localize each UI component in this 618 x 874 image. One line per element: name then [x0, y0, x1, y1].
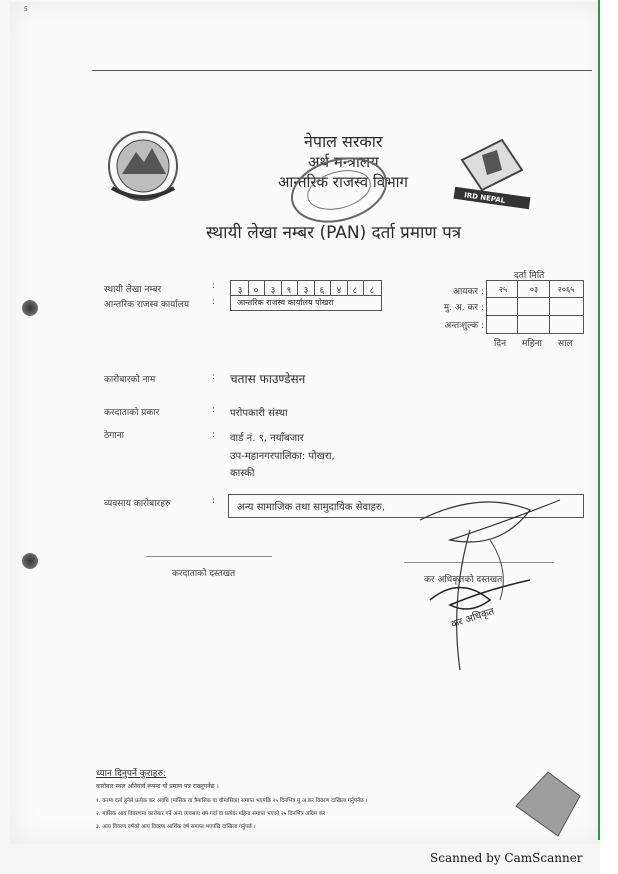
certificate-title: स्थायी लेखा नम्बर (PAN) दर्ता प्रमाण पत्र — [206, 223, 462, 243]
department-name: आन्तरिक राजस्व विभाग — [278, 173, 409, 191]
pan-digit: ० — [253, 286, 259, 296]
income-tax-year: २०६५ — [557, 285, 575, 294]
taxpayer-type-label: करदाताको प्रकार — [104, 408, 160, 418]
note-item: २. मासिक आय विवरणमा कारोबार गर्ने अन्य व्यवसाय थप गर्दा वा प्रत्येक महिना समाप्त भएको २५ दिनभित्र अग्रिम कर — [96, 811, 326, 817]
address-colon: : — [212, 430, 216, 440]
officer-signature-label: कर अधिकृतको दस्तखत — [424, 575, 503, 585]
pan-digit: ३ — [270, 286, 276, 296]
registration-date-table — [486, 280, 584, 334]
pan-digit: ६ — [319, 286, 325, 296]
taxpayer-type-colon: : — [212, 405, 216, 415]
pan-digit: ३ — [237, 286, 243, 296]
vat-label: मु. अ. कर : — [443, 303, 484, 313]
page-right-margin — [600, 0, 618, 874]
officer-stamp-text: कर अधिकृत — [449, 606, 496, 631]
punch-hole-top — [22, 300, 38, 316]
pan-digit: ४ — [336, 286, 342, 296]
notes-heading: ध्यान दिनुपर्ने कुराहरु: — [96, 769, 166, 779]
scanned-certificate-page — [10, 2, 606, 844]
taxpayer-signature-label: करदाताको दस्तखत — [172, 569, 236, 579]
top-rule — [92, 70, 592, 71]
taxpayer-type-value: परोपकारी संस्था — [230, 408, 288, 419]
punch-hole-bottom — [22, 553, 38, 569]
address-line: वार्ड नं. ९, नयाँबजार — [230, 433, 304, 444]
income-tax-month: ०३ — [529, 285, 539, 294]
address-line: कास्की — [230, 468, 255, 479]
office-box — [230, 295, 382, 311]
date-footer-day: दिन — [494, 339, 507, 349]
office-value: आन्तरिक राजस्व कार्यालय पोखरा — [237, 298, 334, 307]
business-label: व्यवसाय कारोबारहरु — [104, 499, 171, 509]
bottom-stamp — [508, 766, 588, 846]
camscanner-watermark: Scanned by CamScanner — [430, 851, 583, 865]
pan-digit: ८ — [369, 286, 375, 296]
pan-digit: ८ — [352, 286, 358, 296]
date-footer-month: महिना — [522, 339, 542, 349]
government-name: नेपाल सरकार — [304, 132, 383, 151]
firm-name-colon: : — [212, 372, 216, 382]
business-colon: : — [212, 496, 216, 506]
office-label: आन्तरिक राजस्व कार्यालय — [104, 300, 190, 310]
pan-digit: ३ — [303, 286, 309, 296]
nepal-emblem-logo — [104, 126, 182, 206]
ministry-name: अर्थ मन्त्रालय — [308, 153, 379, 171]
note-item: ३. आय विवरण वर्षको आय विवरण आर्थिक वर्ष समाप्त भएपछि दाखिला गर्नुपर्छ । — [96, 824, 256, 830]
excise-label: अन्तःशुल्क : — [444, 321, 484, 331]
officer-signature-scribble — [390, 480, 590, 680]
income-tax-label: आयकर : — [453, 287, 484, 297]
business-value: अन्य सामाजिक तथा सामुदायिक सेवाहरु, — [237, 502, 386, 513]
pan-number-box — [230, 280, 382, 296]
taxpayer-signature-line — [146, 556, 272, 557]
pan-label: स्थायी लेखा नम्बर — [104, 285, 162, 295]
office-colon: : — [212, 297, 216, 307]
income-tax-day: २५ — [498, 285, 508, 294]
firm-name-label: कारोबारको नाम — [104, 375, 156, 385]
date-footer-year: साल — [558, 339, 573, 349]
page-number: 5 — [24, 6, 28, 13]
address-line: उप-महानगरपालिका: पोखरा, — [230, 451, 335, 462]
pan-digit: ९ — [286, 286, 292, 296]
ird-logo-text: IRD NEPAL — [463, 191, 506, 205]
note-item: १. करमा दर्ता हुनेले प्रत्येक कर अवधि (मासिक वा त्रैमासिक वा चौमासिक) समाप्त भएपछि २५ दिनभित्र मु.अ.कर विवरण दाखिला गर्नुपर्नेछ । — [96, 798, 368, 804]
address-label: ठेगाना — [104, 431, 124, 441]
note-item: कारोबार स्थल अनिवार्य रूपमा यो प्रमाण पत्र राख्नुपर्नेछ । — [96, 783, 219, 790]
firm-name-value: चतास फाउण्डेसन — [230, 372, 306, 386]
pan-colon: : — [212, 281, 216, 291]
registration-date-heading: दर्ता मिति — [514, 271, 545, 281]
